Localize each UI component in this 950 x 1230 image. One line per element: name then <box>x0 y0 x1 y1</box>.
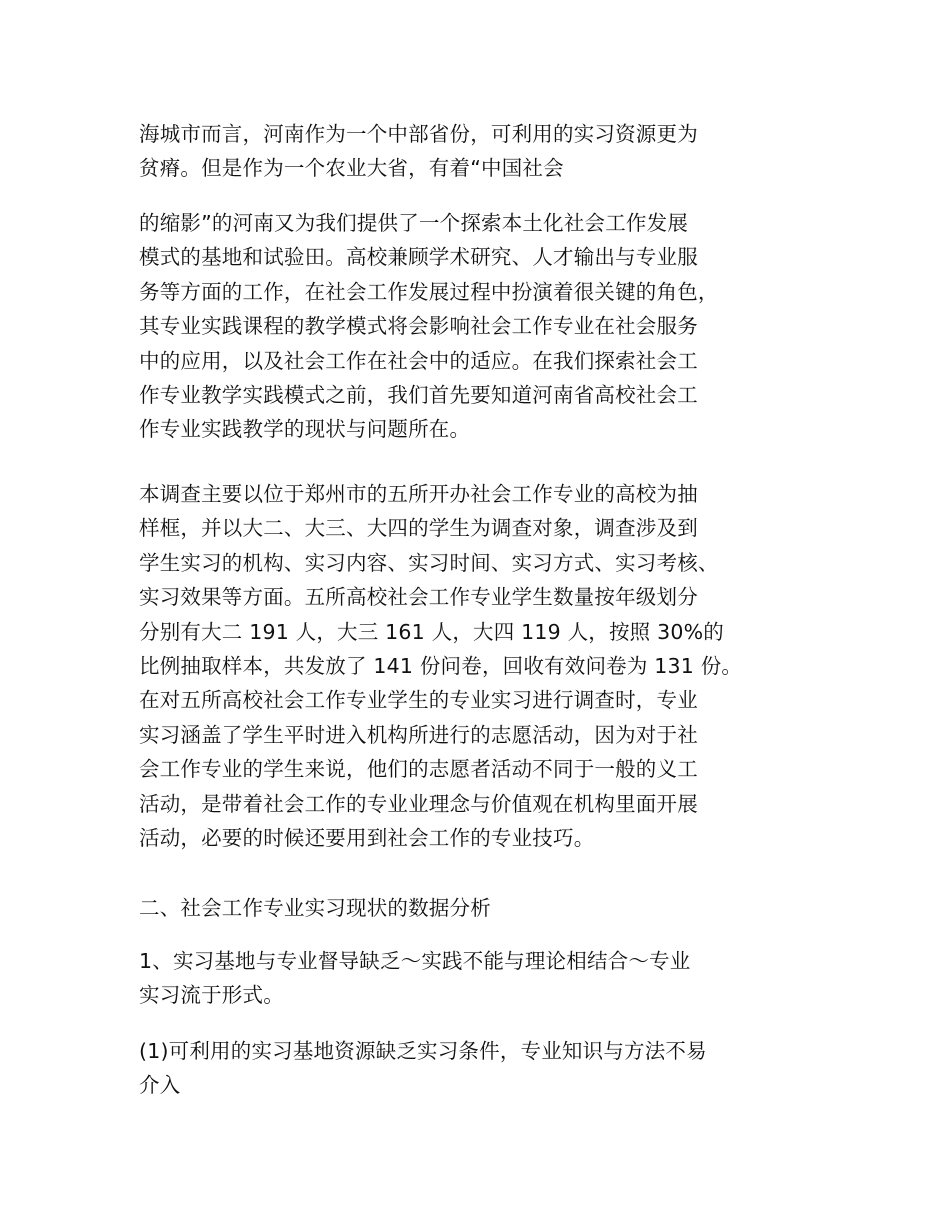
text-line: (1)可利用的实习基地资源缺乏实习条件，专业知识与方法不易 <box>139 1039 707 1063</box>
text-line: 作专业教学实践模式之前，我们首先要知道河南省高校社会工 <box>139 382 698 407</box>
text-line: 在对五所高校社会工作专业学生的专业实习进行调查时，专业 <box>139 688 698 713</box>
sub-subsection-heading <box>139 1034 899 1103</box>
text-line: 比例抽取样本，共发放了 141 份问卷，回收有效问卷为 131 份。 <box>139 653 743 678</box>
paragraph-context <box>139 206 899 447</box>
text-line: 其专业实践课程的教学模式将会影响社会工作专业在社会服务 <box>139 314 698 339</box>
text-line: 会工作专业的学生来说，他们的志愿者活动不同于一般的义工 <box>139 757 698 782</box>
subsection-heading <box>139 944 899 1013</box>
text-line: 1、实习基地与专业督导缺乏～实践不能与理论相结合～专业 <box>139 949 691 973</box>
text-line: 活动，必要的时候还要用到社会工作的专业技巧。 <box>139 825 595 850</box>
text-line: 作专业实践教学的现状与问题所在。 <box>139 417 471 442</box>
text-line: 分别有大二 191 人，大三 161 人，大四 119 人，按照 30%的 <box>139 619 724 644</box>
text-line: 务等方面的工作，在社会工作发展过程中扮演着很关键的角色， <box>139 279 719 304</box>
paragraph-intro <box>139 117 899 186</box>
text-line: 实习涵盖了学生平时进入机构所进行的志愿活动，因为对于社 <box>139 722 698 747</box>
text-line: 的缩影”的河南又为我们提供了一个探索本土化社会工作发展 <box>139 211 689 235</box>
text-line: 活动，是带着社会工作的专业业理念与价值观在机构里面开展 <box>139 791 698 816</box>
section-heading <box>139 891 899 925</box>
text-line: 样框，并以大二、大三、大四的学生为调查对象，调查涉及到 <box>139 516 698 541</box>
text-line: 贫瘠。但是作为一个农业大省，有着“中国社会 <box>139 156 564 181</box>
text-line: 模式的基地和试验田。高校兼顾学术研究、人才输出与专业服 <box>139 245 698 270</box>
text-line: 海城市而言，河南作为一个中部省份，可利用的实习资源更为 <box>139 122 698 146</box>
text-line: 实习效果等方面。五所高校社会工作专业学生数量按年级划分 <box>139 585 698 610</box>
heading-line: 二、社会工作专业实习现状的数据分析 <box>139 896 491 920</box>
text-line: 本调查主要以位于郑州市的五所开办社会工作专业的高校为抽 <box>139 482 698 506</box>
text-line: 中的应用，以及社会工作在社会中的适应。在我们探索社会工 <box>139 348 698 373</box>
paragraph-survey <box>139 477 899 855</box>
text-line: 学生实习的机构、实习内容、实习时间、实习方式、实习考核、 <box>139 550 719 575</box>
text-line: 实习流于形式。 <box>139 983 284 1008</box>
text-line: 介入 <box>139 1073 181 1098</box>
